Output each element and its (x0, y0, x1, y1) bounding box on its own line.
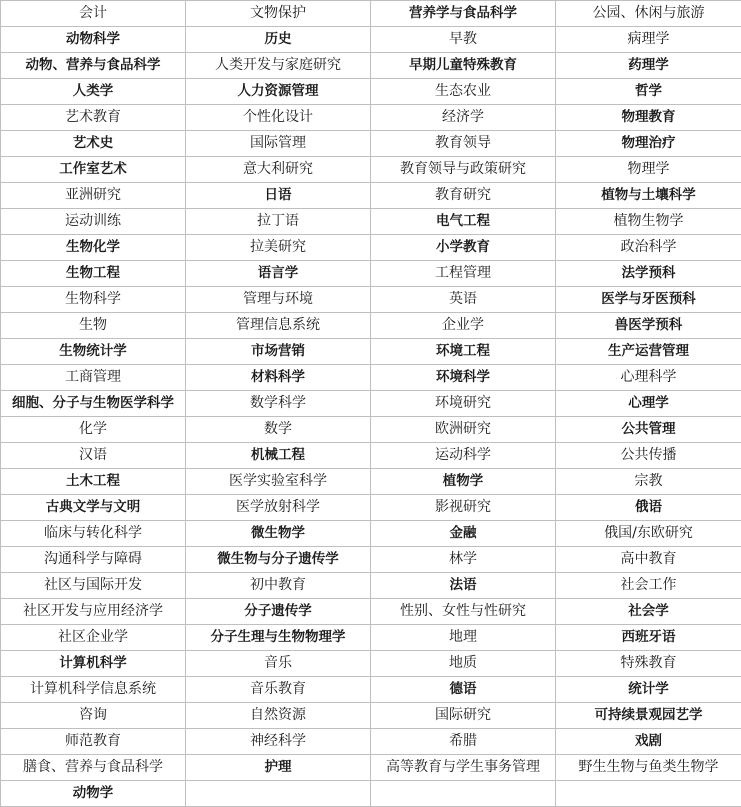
table-cell: 工程管理 (371, 261, 556, 287)
table-cell: 环境研究 (371, 391, 556, 417)
table-cell: 德语 (371, 677, 556, 703)
table-row (1, 261, 741, 287)
table-row (1, 755, 741, 781)
table-row (1, 27, 741, 53)
table-row (1, 105, 741, 131)
table-cell: 药理学 (556, 53, 741, 79)
table-cell: 个性化设计 (186, 105, 371, 131)
table-cell: 法学预科 (556, 261, 741, 287)
table-cell: 可持续景观园艺学 (556, 703, 741, 729)
table-cell: 微生物与分子遗传学 (186, 547, 371, 573)
table-cell: 机械工程 (186, 443, 371, 469)
table-row (1, 209, 741, 235)
table-cell: 人类开发与家庭研究 (186, 53, 371, 79)
table-cell: 拉美研究 (186, 235, 371, 261)
table-cell: 临床与转化科学 (1, 521, 186, 547)
table-cell: 戏剧 (556, 729, 741, 755)
table-cell: 统计学 (556, 677, 741, 703)
table-cell: 野生生物与鱼类生物学 (556, 755, 741, 781)
table-row (1, 729, 741, 755)
table-cell: 数学 (186, 417, 371, 443)
table-row (1, 651, 741, 677)
table-row (1, 183, 741, 209)
table-cell: 环境科学 (371, 365, 556, 391)
table-cell: 材料科学 (186, 365, 371, 391)
table-cell: 数学科学 (186, 391, 371, 417)
table-row (1, 287, 741, 313)
table-cell: 会计 (1, 1, 186, 27)
table-cell: 医学实验室科学 (186, 469, 371, 495)
table-cell: 师范教育 (1, 729, 186, 755)
table-cell: 电气工程 (371, 209, 556, 235)
table-row (1, 573, 741, 599)
table-cell: 地理 (371, 625, 556, 651)
table-row (1, 677, 741, 703)
table-cell: 管理信息系统 (186, 313, 371, 339)
table-cell: 管理与环境 (186, 287, 371, 313)
table-cell: 生物化学 (1, 235, 186, 261)
table-cell: 计算机科学信息系统 (1, 677, 186, 703)
table-cell: 早教 (371, 27, 556, 53)
table-cell: 早期儿童特殊教育 (371, 53, 556, 79)
table-cell: 环境工程 (371, 339, 556, 365)
table-cell: 古典文学与文明 (1, 495, 186, 521)
table-cell: 特殊教育 (556, 651, 741, 677)
table-row (1, 339, 741, 365)
table-cell: 艺术史 (1, 131, 186, 157)
table-cell: 物理教育 (556, 105, 741, 131)
table-cell: 亚洲研究 (1, 183, 186, 209)
table-cell (371, 781, 556, 807)
table-cell: 性别、女性与性研究 (371, 599, 556, 625)
table-cell: 微生物学 (186, 521, 371, 547)
table-cell: 汉语 (1, 443, 186, 469)
table-cell: 俄国/东欧研究 (556, 521, 741, 547)
table-cell: 日语 (186, 183, 371, 209)
table-row (1, 547, 741, 573)
table-cell: 心理科学 (556, 365, 741, 391)
table-cell: 神经科学 (186, 729, 371, 755)
table-cell: 化学 (1, 417, 186, 443)
table-row (1, 131, 741, 157)
table-cell: 小学教育 (371, 235, 556, 261)
table-cell: 物理治疗 (556, 131, 741, 157)
table-cell: 教育领导 (371, 131, 556, 157)
table-cell: 运动科学 (371, 443, 556, 469)
table-cell: 宗教 (556, 469, 741, 495)
table-cell: 计算机科学 (1, 651, 186, 677)
majors-table-body (1, 1, 741, 807)
table-cell: 地质 (371, 651, 556, 677)
table-row (1, 495, 741, 521)
table-cell: 生产运营管理 (556, 339, 741, 365)
table-cell: 公园、休闲与旅游 (556, 1, 741, 27)
table-cell: 膳食、营养与食品科学 (1, 755, 186, 781)
table-cell: 工作室艺术 (1, 157, 186, 183)
table-cell: 语言学 (186, 261, 371, 287)
table-cell: 林学 (371, 547, 556, 573)
table-cell: 文物保护 (186, 1, 371, 27)
table-row (1, 599, 741, 625)
table-cell: 意大利研究 (186, 157, 371, 183)
table-cell: 高中教育 (556, 547, 741, 573)
table-cell: 西班牙语 (556, 625, 741, 651)
table-cell: 营养学与食品科学 (371, 1, 556, 27)
table-cell: 细胞、分子与生物医学科学 (1, 391, 186, 417)
table-cell: 国际研究 (371, 703, 556, 729)
table-cell: 生物 (1, 313, 186, 339)
table-row (1, 521, 741, 547)
table-row (1, 625, 741, 651)
table-row (1, 469, 741, 495)
table-cell (186, 781, 371, 807)
table-cell: 人类学 (1, 79, 186, 105)
table-cell: 市场营销 (186, 339, 371, 365)
table-cell: 自然资源 (186, 703, 371, 729)
table-row (1, 703, 741, 729)
table-cell: 分子遗传学 (186, 599, 371, 625)
table-cell: 法语 (371, 573, 556, 599)
table-row (1, 235, 741, 261)
table-cell: 企业学 (371, 313, 556, 339)
table-row (1, 443, 741, 469)
table-cell: 生物科学 (1, 287, 186, 313)
table-cell: 动物科学 (1, 27, 186, 53)
table-cell: 生物工程 (1, 261, 186, 287)
table-cell (556, 781, 741, 807)
table-cell: 影视研究 (371, 495, 556, 521)
table-row (1, 365, 741, 391)
table-cell: 咨询 (1, 703, 186, 729)
table-cell: 生态农业 (371, 79, 556, 105)
table-cell: 音乐教育 (186, 677, 371, 703)
table-cell: 动物学 (1, 781, 186, 807)
table-row (1, 417, 741, 443)
table-cell: 分子生理与生物物理学 (186, 625, 371, 651)
table-cell: 教育研究 (371, 183, 556, 209)
table-cell: 物理学 (556, 157, 741, 183)
table-cell: 植物与土壤科学 (556, 183, 741, 209)
table-cell: 公共传播 (556, 443, 741, 469)
table-cell: 社区企业学 (1, 625, 186, 651)
table-cell: 欧洲研究 (371, 417, 556, 443)
table-cell: 社区开发与应用经济学 (1, 599, 186, 625)
table-row (1, 313, 741, 339)
table-cell: 高等教育与学生事务管理 (371, 755, 556, 781)
table-row (1, 79, 741, 105)
table-cell: 植物生物学 (556, 209, 741, 235)
table-cell: 生物统计学 (1, 339, 186, 365)
table-cell: 哲学 (556, 79, 741, 105)
table-cell: 教育领导与政策研究 (371, 157, 556, 183)
table-cell: 护理 (186, 755, 371, 781)
table-cell: 初中教育 (186, 573, 371, 599)
table-cell: 社会学 (556, 599, 741, 625)
table-cell: 医学放射科学 (186, 495, 371, 521)
table-cell: 植物学 (371, 469, 556, 495)
table-cell: 公共管理 (556, 417, 741, 443)
table-cell: 病理学 (556, 27, 741, 53)
table-cell: 心理学 (556, 391, 741, 417)
table-cell: 音乐 (186, 651, 371, 677)
table-cell: 历史 (186, 27, 371, 53)
table-cell: 艺术教育 (1, 105, 186, 131)
table-cell: 运动训练 (1, 209, 186, 235)
table-cell: 金融 (371, 521, 556, 547)
table-row (1, 1, 741, 27)
table-cell: 俄语 (556, 495, 741, 521)
table-cell: 人力资源管理 (186, 79, 371, 105)
table-cell: 英语 (371, 287, 556, 313)
table-row (1, 391, 741, 417)
table-cell: 社会工作 (556, 573, 741, 599)
table-row (1, 157, 741, 183)
table-row (1, 781, 741, 807)
table-cell: 政治科学 (556, 235, 741, 261)
table-cell: 国际管理 (186, 131, 371, 157)
table-cell: 工商管理 (1, 365, 186, 391)
table-cell: 社区与国际开发 (1, 573, 186, 599)
table-cell: 经济学 (371, 105, 556, 131)
table-cell: 土木工程 (1, 469, 186, 495)
table-cell: 兽医学预科 (556, 313, 741, 339)
table-row (1, 53, 741, 79)
table-cell: 动物、营养与食品科学 (1, 53, 186, 79)
table-cell: 沟通科学与障碍 (1, 547, 186, 573)
table-cell: 拉丁语 (186, 209, 371, 235)
table-cell: 希腊 (371, 729, 556, 755)
table-cell: 医学与牙医预科 (556, 287, 741, 313)
